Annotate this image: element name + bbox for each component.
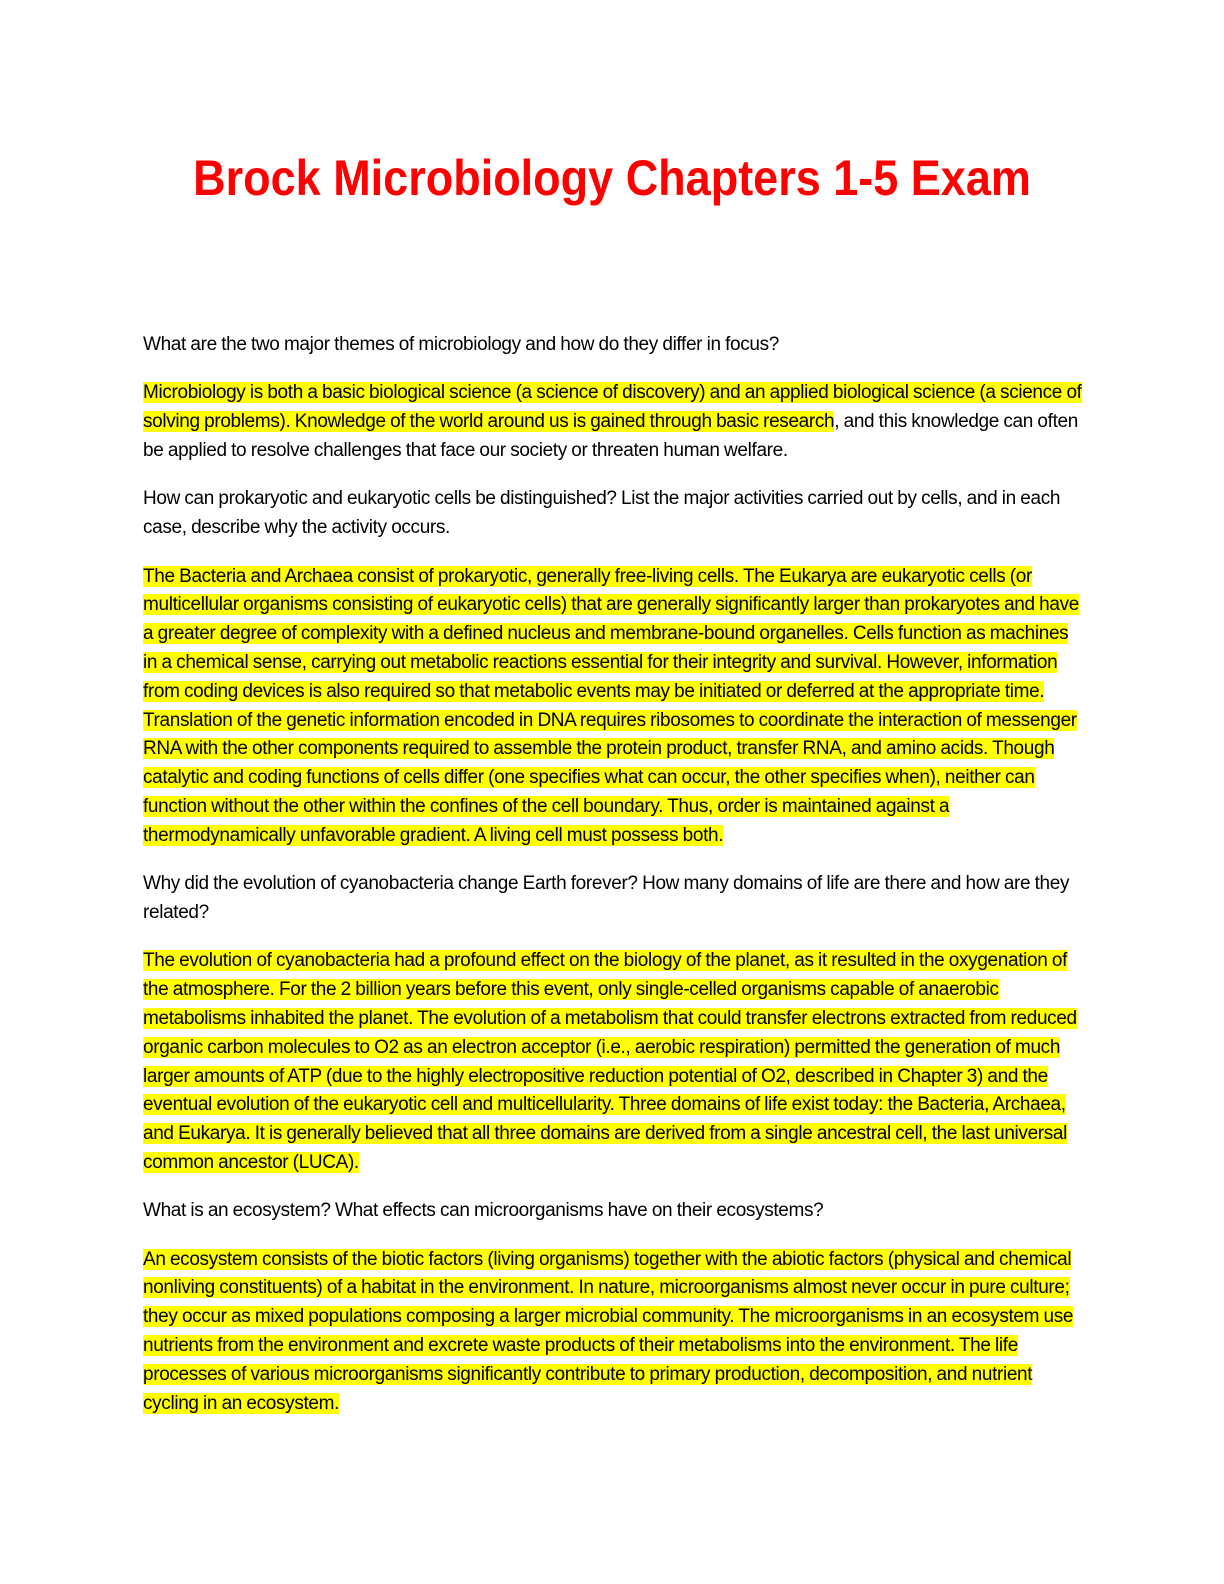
document-title: Brock Microbiology Chapters 1-5 Exam — [193, 150, 1031, 206]
question-1: What are the two major themes of microbiology and how do they differ in focus? — [143, 334, 779, 355]
answer-2-highlight: The Bacteria and Archaea consist of prokaryotic, generally free-living cells. The Eukarya are eukaryotic cells (or multicellular organisms consisting of eukaryotic cells) that are generally significantly larger than prokaryotes and have a greater degree of complexity with a defined nucleus and membrane-bound organelles. Cells function as machines in a chemical sense, carrying out metabolic reactions essential for their integrity and survival. However, information from coding devices is also required so that metabolic events may be initiated or deferred at the appropriate time. Translation of the genetic information encoded in DNA requires ribosomes to coordinate the interaction of messenger RNA with the other components required to assemble the protein product, transfer RNA, and amino acids. Though catalytic and coding functions of cells differ (one specifies what can occur, the other specifies when), neither can function without the other within the confines of the cell boundary. Thus, order is maintained against a thermodynamically unfavorable gradient. A living cell must possess both. — [143, 565, 1079, 846]
answer-4-highlight: An ecosystem consists of the biotic factors (living organisms) together with the abiotic factors (physical and chemical nonliving constituents) of a habitat in the environment. In nature, microorganisms almost never occur in pure culture; they occur as mixed populations composing a larger microbial community. The microorganisms in an ecosystem use nutrients from the environment and excrete waste products of their metabolisms into the environment. The life processes of various microorganisms significantly contribute to primary production, decomposition, and nutrient cycling in an ecosystem. — [143, 1248, 1074, 1414]
question-3: Why did the evolution of cyanobacteria change Earth forever? How many domains of life are there and how are they related? — [143, 873, 1070, 923]
answer-2 — [143, 563, 1083, 851]
answer-1-plain: , and this knowledge can often be applied to resolve challenges that face our society or threaten human welfare. — [143, 411, 1078, 461]
answer-1 — [143, 379, 1083, 465]
document-body — [143, 331, 1083, 1438]
answer-3 — [143, 947, 1083, 1177]
answer-4 — [143, 1246, 1083, 1419]
question-2: How can prokaryotic and eukaryotic cells be distinguished? List the major activities carried out by cells, and in each case, describe why the activity occurs. — [143, 488, 1061, 539]
answer-3-highlight: The evolution of cyanobacteria had a profound effect on the biology of the planet, as it resulted in the oxygenation of the atmosphere. For the 2 billion years before this event, only single-celled organisms capable of anaerobic metabolisms inhabited the planet. The evolution of a metabolism that could transfer electrons extracted from reduced organic carbon molecules to O2 as an electron acceptor (i.e., aerobic respiration) permitted the generation of much larger amounts of ATP (due to the highly electropositive reduction potential of O2, described in Chapter 3) and the eventual evolution of the eukaryotic cell and multicellularity. Three domains of life exist today: the Bacteria, Archaea, and Eukarya. It is generally believed that all three domains are derived from a single ancestral cell, the last universal common ancestor (LUCA). — [143, 950, 1077, 1173]
question-4: What is an ecosystem? What effects can microorganisms have on their ecosystems? — [143, 1200, 824, 1222]
answer-1-highlight: Microbiology is both a basic biological science (a science of discovery) and an applied biological science (a science of solving problems). Knowledge of the world around us is gained through basic research — [143, 382, 1082, 433]
